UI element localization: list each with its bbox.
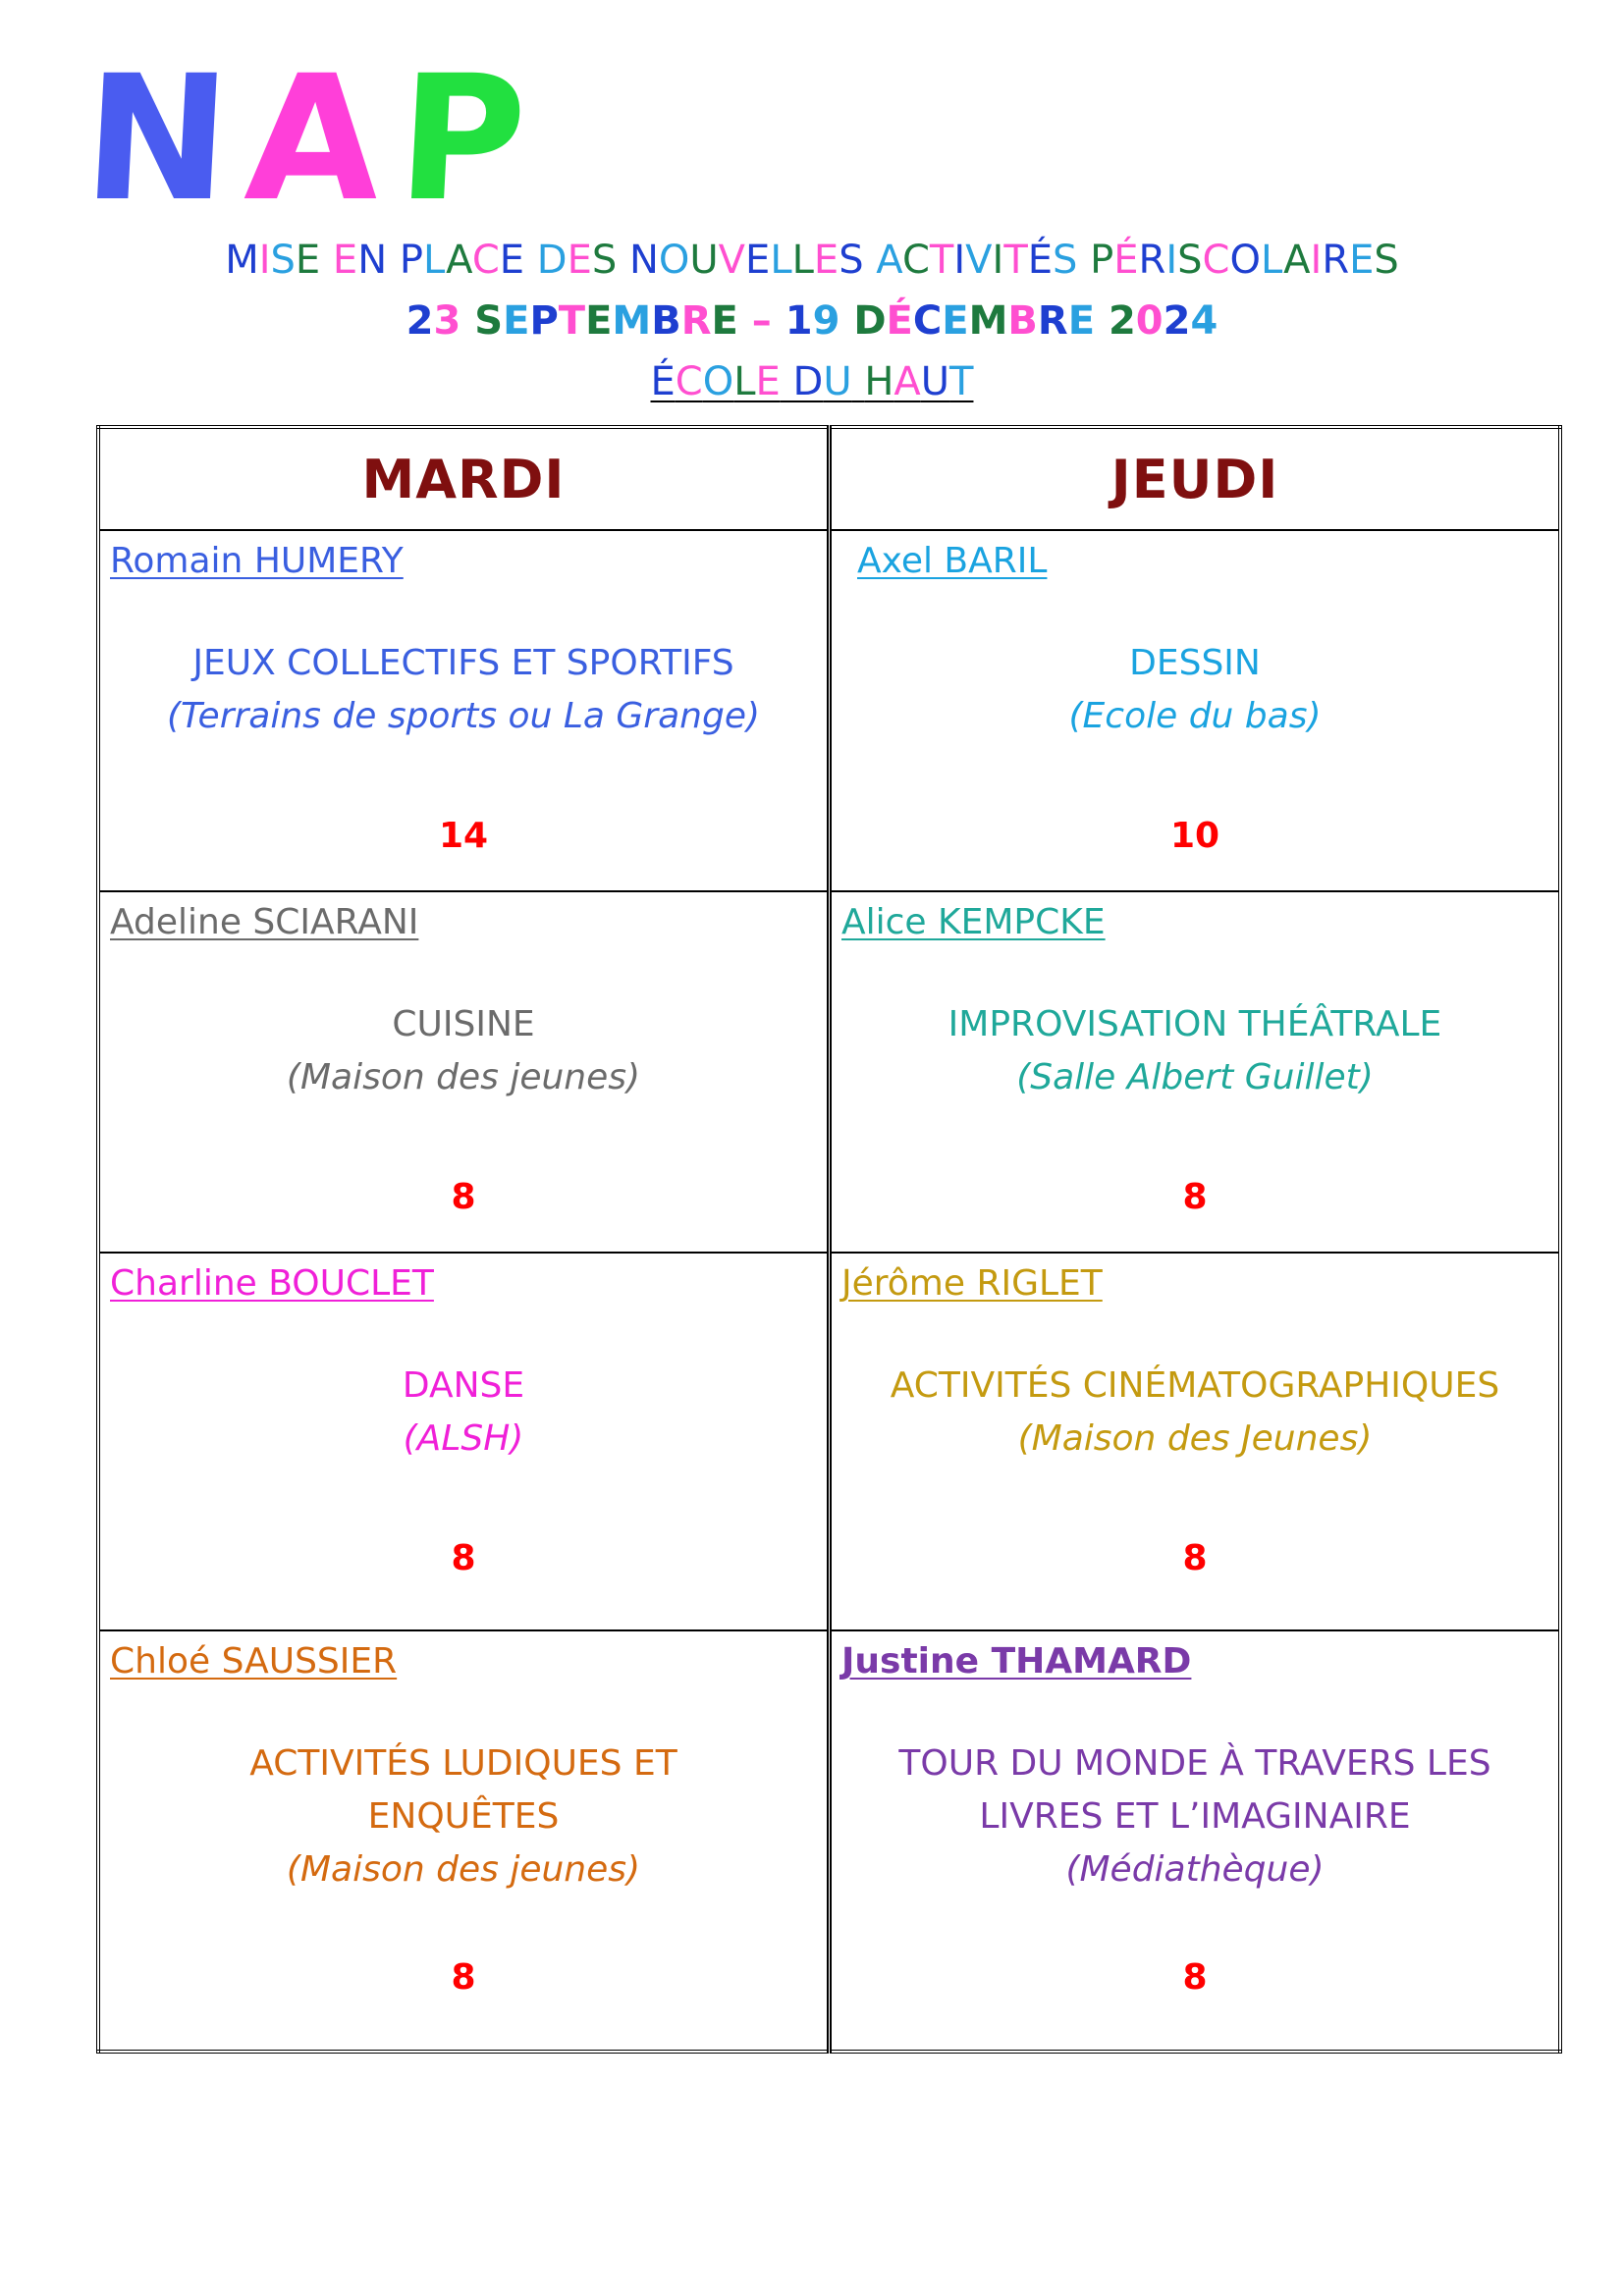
heading-char [852, 359, 865, 404]
heading-char: 4 [1190, 298, 1218, 344]
heading-char: U [920, 359, 950, 404]
heading-char: B [1007, 298, 1038, 344]
heading-char: C [471, 238, 500, 283]
activity-location: (Ecole du bas) [1068, 696, 1322, 736]
heading-char: E [1067, 298, 1096, 344]
heading-char: 1 [785, 298, 813, 344]
activity-cell [98, 530, 830, 891]
places-count: 8 [1182, 1957, 1208, 1998]
activity-title: JEUX COLLECTIFS ET SPORTIFS [192, 643, 734, 683]
heading-char: N [357, 238, 388, 283]
heading-char: S [591, 238, 618, 283]
heading-char: O [702, 359, 734, 404]
heading-char: C [901, 238, 930, 283]
teacher-name: Axel BARIL [857, 541, 1048, 581]
heading-char: T [929, 238, 954, 283]
activity-cell [830, 530, 1561, 891]
heading-char: S [1177, 238, 1203, 283]
activity-title: TOUR DU MONDE À TRAVERS LES [898, 1743, 1491, 1784]
heading-char [460, 298, 474, 344]
heading-char: N [628, 238, 659, 283]
teacher-name: Adeline SCIARANI [110, 902, 419, 942]
heading-char: I [258, 238, 271, 283]
logo-letter: N [79, 38, 252, 240]
logo-letter: P [393, 38, 548, 240]
heading-dates [0, 291, 1624, 351]
heading-char [781, 359, 793, 404]
heading-char: E [755, 359, 781, 404]
nap-logo [79, 38, 548, 240]
teacher-name: Charline BOUCLET [110, 1263, 434, 1304]
activity-cell [98, 891, 830, 1253]
table-row [98, 891, 1560, 1253]
heading-char: H [864, 359, 894, 404]
heading-char [1095, 298, 1109, 344]
heading-char: L [791, 238, 814, 283]
heading-char: A [876, 238, 902, 283]
schedule-table [96, 425, 1562, 2054]
table-row [98, 1630, 1560, 2052]
heading-char: S [1374, 238, 1399, 283]
heading-char: C [1202, 238, 1230, 283]
heading-char [738, 298, 752, 344]
activity-title: IMPROVISATION THÉÂTRALE [947, 1004, 1442, 1044]
activity-description [100, 637, 827, 743]
heading-char: L [422, 238, 447, 283]
heading-char [320, 238, 333, 283]
activity-description [832, 1737, 1558, 1896]
activity-description [100, 998, 827, 1104]
table-row [98, 1253, 1560, 1630]
heading-char: A [1283, 238, 1311, 283]
activity-description [832, 1360, 1558, 1466]
heading-char: A [446, 238, 472, 283]
activity-cell [830, 891, 1561, 1253]
heading-char: B [651, 298, 681, 344]
table-row [98, 530, 1560, 891]
heading-char: I [992, 238, 1004, 283]
heading-char [617, 238, 629, 283]
activity-cell [830, 1630, 1561, 2052]
teacher-name: Alice KEMPCKE [841, 902, 1106, 942]
activity-title: ACTIVITÉS CINÉMATOGRAPHIQUES [890, 1365, 1500, 1406]
heading-char: L [733, 359, 756, 404]
heading-char: S [474, 298, 504, 344]
heading-char: S [270, 238, 296, 283]
heading-char: E [295, 238, 321, 283]
activity-description [832, 998, 1558, 1104]
heading-char: E [942, 298, 969, 344]
heading-char [1077, 238, 1090, 283]
heading-char [772, 298, 785, 344]
heading-char: I [1310, 238, 1323, 283]
heading-char: M [968, 298, 1008, 344]
heading-char: T [949, 359, 974, 404]
column-header-mardi: MARDI [98, 427, 830, 530]
heading-school [0, 351, 1624, 412]
activity-description [832, 637, 1558, 743]
column-header-jeudi: JEUDI [830, 427, 1561, 530]
heading-char [524, 238, 537, 283]
heading-char: R [1322, 238, 1350, 283]
heading-char: R [1037, 298, 1068, 344]
heading-char: É [1113, 238, 1139, 283]
heading-char: M [225, 238, 259, 283]
activity-location: (ALSH) [403, 1418, 524, 1459]
heading-title [0, 230, 1624, 291]
activity-description [100, 1360, 827, 1466]
heading-char: R [680, 298, 712, 344]
activity-title: ENQUÊTES [367, 1796, 560, 1837]
heading-char: E [745, 238, 771, 283]
heading-char: E [813, 238, 839, 283]
heading-char: T [1003, 238, 1028, 283]
activity-location: (Maison des Jeunes) [1017, 1418, 1373, 1459]
heading-char [864, 238, 877, 283]
activity-title: LIVRES ET L’IMAGINAIRE [979, 1796, 1411, 1837]
heading-char: C [675, 359, 703, 404]
heading-char: 2 [1108, 298, 1136, 344]
heading-char: I [1165, 238, 1178, 283]
teacher-name: Chloé SAUSSIER [110, 1641, 398, 1682]
activity-title: DESSIN [1129, 643, 1261, 683]
heading-char: V [965, 238, 993, 283]
heading-char: R [1138, 238, 1166, 283]
heading-char: L [1260, 238, 1284, 283]
heading-char: E [585, 298, 613, 344]
heading-block [0, 230, 1624, 412]
heading-char: A [893, 359, 921, 404]
heading-char: L [770, 238, 792, 283]
activity-title: CUISINE [392, 1004, 535, 1044]
activity-cell [98, 1630, 830, 2052]
heading-char [387, 238, 400, 283]
heading-char: D [792, 359, 824, 404]
heading-char: E [711, 298, 738, 344]
logo-letter: A [241, 38, 404, 240]
teacher-name: Justine THAMARD [841, 1641, 1192, 1682]
teacher-name: Jérôme RIGLET [841, 1263, 1103, 1304]
places-count: 8 [1182, 1538, 1208, 1578]
teacher-name: Romain HUMERY [110, 541, 404, 581]
heading-char: – [751, 298, 772, 344]
heading-char: D [536, 238, 568, 283]
places-count: 10 [1169, 816, 1220, 856]
places-count: 14 [438, 816, 489, 856]
heading-char: P [399, 238, 423, 283]
activity-cell [830, 1253, 1561, 1630]
heading-char: 2 [1163, 298, 1191, 344]
heading-char: S [1053, 238, 1078, 283]
heading-char: 3 [433, 298, 461, 344]
heading-char: O [1229, 238, 1261, 283]
heading-char: I [953, 238, 966, 283]
places-count: 8 [451, 1957, 476, 1998]
heading-char: O [658, 238, 690, 283]
heading-char: P [529, 298, 559, 344]
heading-char: C [912, 298, 943, 344]
table-header-row [98, 427, 1560, 530]
activity-title: ACTIVITÉS LUDIQUES ET [249, 1743, 677, 1784]
heading-char: V [718, 238, 746, 283]
activity-description [100, 1737, 827, 1896]
activity-location: (Terrains de sports ou La Grange) [166, 696, 761, 736]
activity-location: (Salle Albert Guillet) [1016, 1057, 1374, 1097]
heading-char: É [886, 298, 913, 344]
activity-location: (Maison des jeunes) [286, 1849, 641, 1890]
heading-char: U [823, 359, 852, 404]
heading-char: E [503, 298, 530, 344]
activity-cell [98, 1253, 830, 1630]
heading-char [839, 298, 853, 344]
heading-char: 0 [1135, 298, 1164, 344]
heading-char: E [332, 238, 358, 283]
places-count: 8 [1182, 1177, 1208, 1217]
heading-char: D [853, 298, 887, 344]
places-count: 8 [451, 1177, 476, 1217]
heading-char: E [1349, 238, 1375, 283]
heading-char: S [839, 238, 864, 283]
heading-char: É [1027, 238, 1054, 283]
places-count: 8 [451, 1538, 476, 1578]
heading-char: E [567, 238, 592, 283]
heading-char: 2 [406, 298, 434, 344]
activity-title: DANSE [402, 1365, 525, 1406]
heading-char: E [499, 238, 525, 283]
activity-location: (Médiathèque) [1065, 1849, 1325, 1890]
heading-char: É [650, 359, 676, 404]
heading-char: U [689, 238, 719, 283]
heading-char: T [558, 298, 586, 344]
activity-location: (Maison des jeunes) [286, 1057, 641, 1097]
heading-char: P [1090, 238, 1114, 283]
heading-char: M [612, 298, 652, 344]
heading-char: 9 [812, 298, 840, 344]
